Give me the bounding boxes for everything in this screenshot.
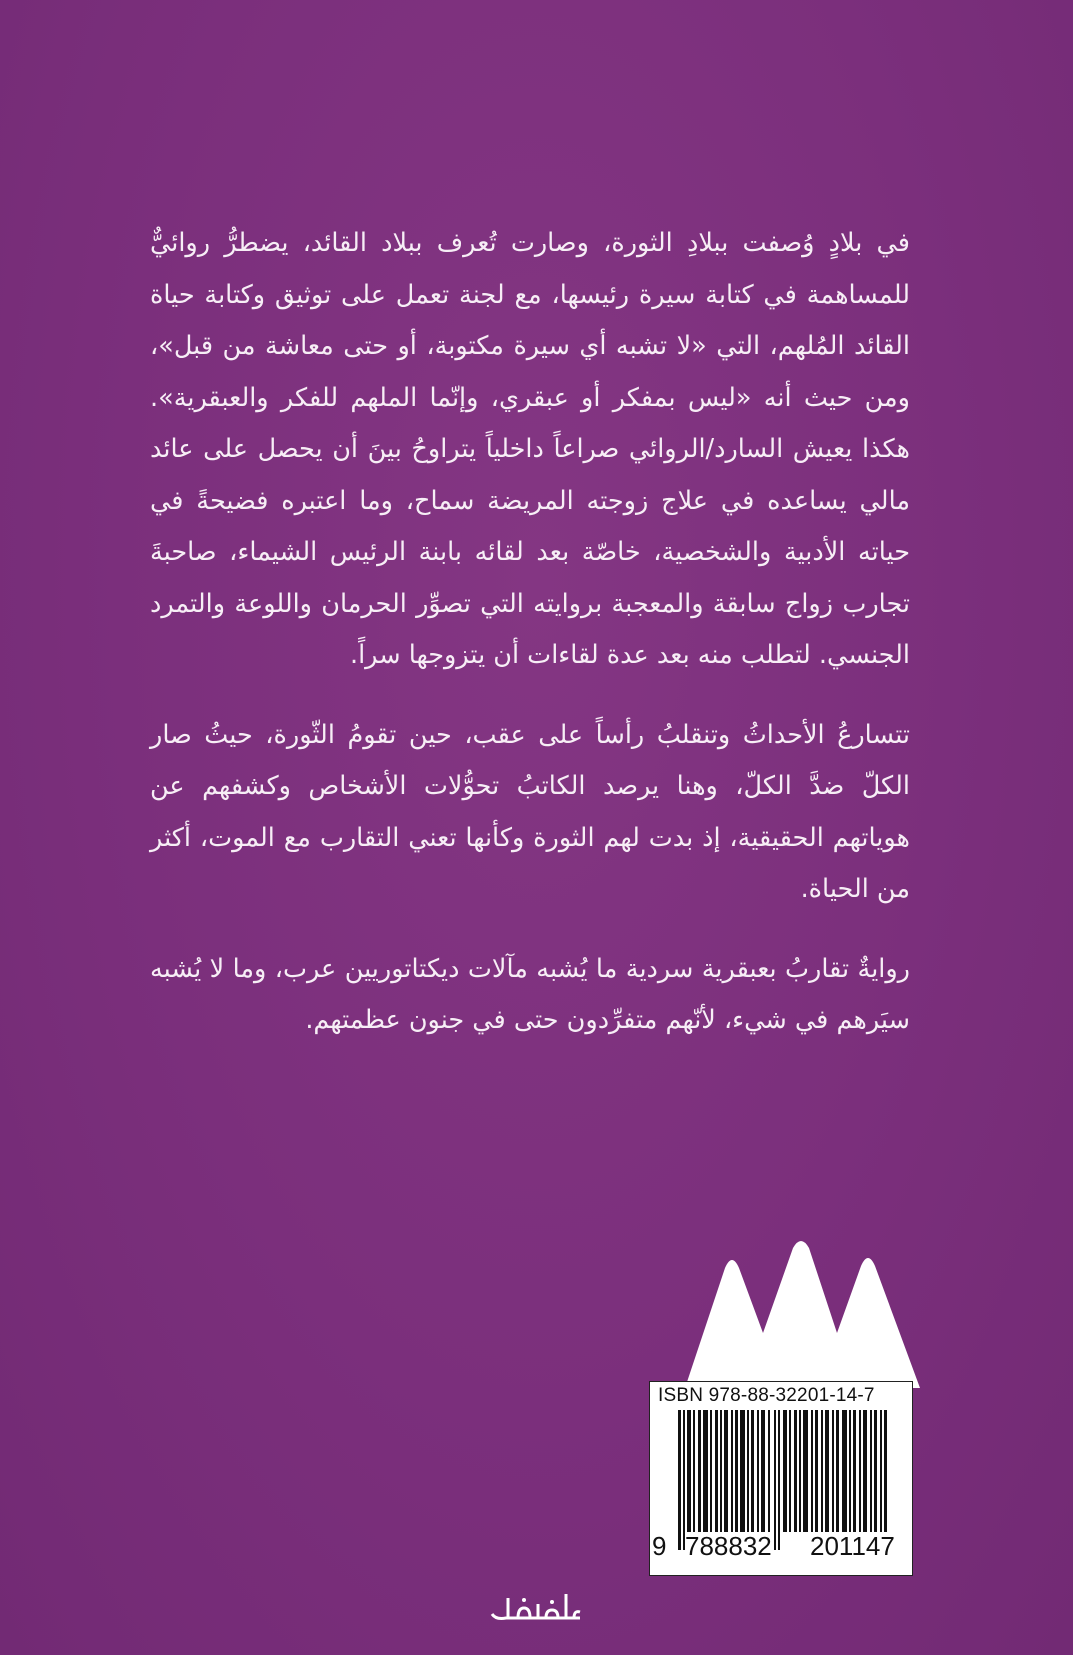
barcode-icon [660, 1410, 902, 1550]
crown-logo-icon [685, 1238, 920, 1388]
barcode-digits-right: 201147 [810, 1531, 895, 1561]
blurb-paragraph-3: روايةٌ تقاربُ بعبقرية سردية ما يُشبه مآلات ديكتاتوريين عرب، وما لا يُشبه سيَرهم في شيء، لأنّهم متفرِّدون حتى في جنون عظمتهم. [150, 953, 910, 1035]
isbn-barcode-box [649, 1381, 913, 1576]
barcode-digit-first: 9 [652, 1531, 667, 1561]
publisher-logo-icon [488, 1584, 588, 1624]
blurb-paragraph-1: في بلادٍ وُصفت ببلادِ الثورة، وصارت تُعرف ببلاد القائد، يضطرُّ روائيٌّ للمساهمة في كتابة سيرة رئيسها، مع لجنة تعمل على توثيق وكتابة حياة القائد المُلهم، التي «لا تشبه أي سيرة مكتوبة، أو حتى معاشة من قبل»، ومن حيث أنه «ليس بمفكر أو عبقري، وإنّما الملهم للفكر والعبقرية». هكذا يعيش السارد/الروائي صراعاً داخلياً يتراوحُ بينَ أن يحصل على عائد مالي يساعده في علاج زوجته المريضة سماح، وما اعتبره فضيحةً في حياته الأدبية والشخصية، خاصّة بعد لقائه بابنة الرئيس الشيماء، صاحبةَ تجارب زواج سابقة والمعجبة بروايته التي تصوِّر الحرمان واللوعة والتمرد الجنسي. لتطلب منه بعد عدة لقاءات أن يتزوجها سراً. [150, 228, 910, 670]
blurb-paragraph-2: تتسارعُ الأحداثُ وتنقلبُ رأساً على عقب، حين تقومُ الثّورة، حيثُ صار الكلّ ضدَّ الكلّ، وهنا يرصد الكاتبُ تحوُّلات الأشخاص وكشفهم عن هوياتهم الحقيقية، إذ بدت لهم الثورة وكأنها تعني التقارب مع الموت، أكثر من الحياة. [150, 719, 910, 904]
barcode-digits-left: 788832 [685, 1531, 772, 1561]
blurb-text [150, 218, 910, 1075]
isbn-label: ISBN 978-88-32201-14-7 [658, 1385, 875, 1406]
